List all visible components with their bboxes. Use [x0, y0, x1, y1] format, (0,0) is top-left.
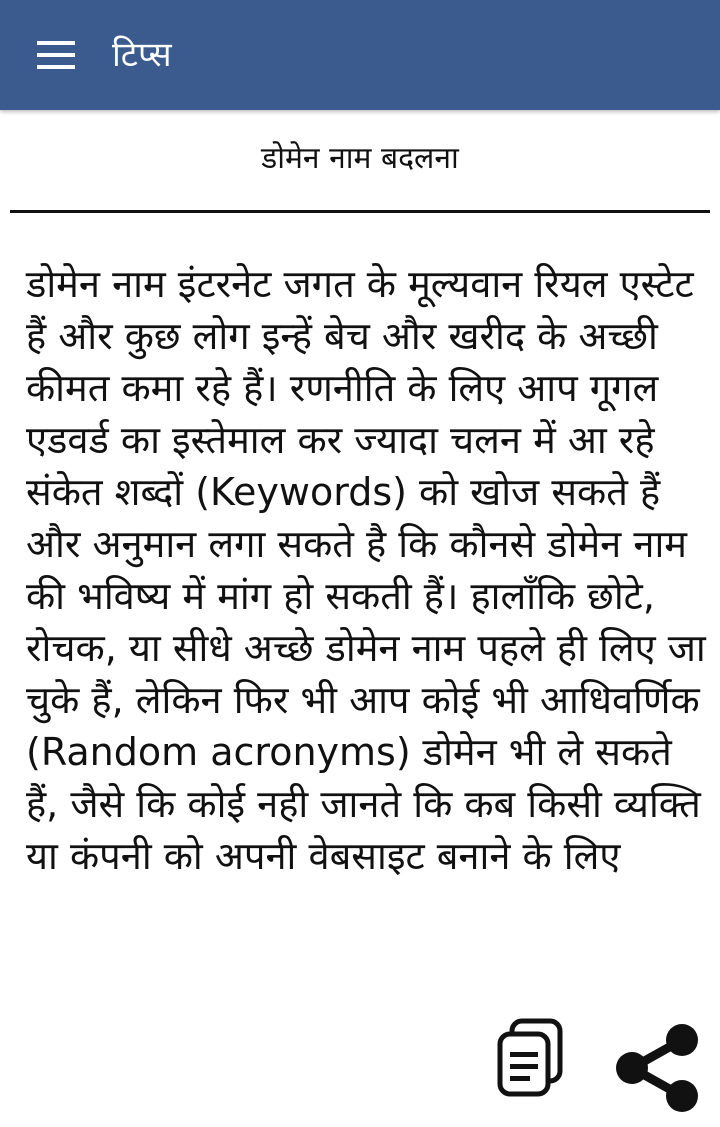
menu-button[interactable] — [26, 30, 86, 80]
copy-icon — [496, 1018, 564, 1098]
share-button[interactable] — [612, 1022, 704, 1114]
article-body: डोमेन नाम इंटरनेट जगत के मूल्यवान रियल एस्टेट हैं और कुछ लोग इन्हें बेच और खरीद के अच्छी कीमत कमा रहे हैं। रणनीति के लिए आप गूगल एडवर्ड का इस्तेमाल कर ज्यादा चलन में आ रहे संकेत शब्दों (Keywords) को खोज सकते हैं और अनुमान लगा सकते है कि कौनसे डोमेन नाम की भविष्य में मांग हो सकती हैं। हालाँकि छोटे, रोचक, या सीधे अच्छे डोमेन नाम पहले ही लिए जा चुके हैं, लेकिन फिर भी आप कोई भी आधिवर्णिक (Random acronyms) डोमेन भी ले सकते हैं, जैसे कि कोई नही जानते कि कब किसी व्यक्ति या कंपनी को अपनी वेबसाइट बनाने के लिए — [26, 262, 706, 878]
app-bar — [0, 0, 720, 110]
menu-icon — [37, 41, 75, 69]
article-title: डोमेन नाम बदलना — [261, 141, 459, 176]
divider — [10, 210, 710, 213]
share-icon — [612, 1022, 704, 1114]
app-title: टिप्स — [112, 35, 172, 75]
copy-button[interactable] — [496, 1018, 564, 1098]
